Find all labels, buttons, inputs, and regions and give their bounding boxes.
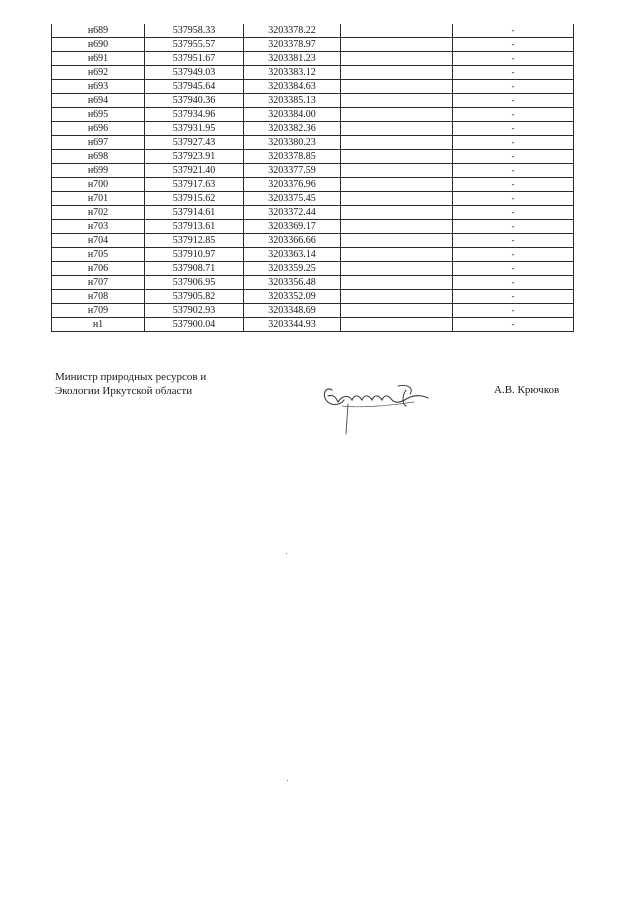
dash-cell: - [453,150,574,164]
dash-cell: - [453,248,574,262]
table-row [52,206,574,220]
table-row [52,318,574,332]
empty-cell [341,136,453,150]
y-coordinate-cell: 3203372.44 [244,206,341,220]
empty-cell [341,66,453,80]
point-name-cell: н697 [52,136,145,150]
empty-cell [341,206,453,220]
x-coordinate-cell: 537912.85 [145,234,244,248]
point-name-cell: н694 [52,94,145,108]
x-coordinate-cell: 537915.62 [145,192,244,206]
point-name-cell: н700 [52,178,145,192]
signature-title [55,370,206,398]
scan-speck [287,780,288,781]
y-coordinate-cell: 3203378.85 [244,150,341,164]
table-row [52,94,574,108]
empty-cell [341,192,453,206]
y-coordinate-cell: 3203381.23 [244,52,341,66]
x-coordinate-cell: 537917.63 [145,178,244,192]
table-row [52,150,574,164]
y-coordinate-cell: 3203356.48 [244,276,341,290]
dash-cell: - [453,164,574,178]
dash-cell: - [453,66,574,80]
table-row [52,66,574,80]
y-coordinate-cell: 3203352.09 [244,290,341,304]
y-coordinate-cell: 3203383.12 [244,66,341,80]
x-coordinate-cell: 537910.97 [145,248,244,262]
point-name-cell: н696 [52,122,145,136]
x-coordinate-cell: 537902.93 [145,304,244,318]
empty-cell [341,318,453,332]
x-coordinate-cell: 537923.91 [145,150,244,164]
dash-cell: - [453,234,574,248]
empty-cell [341,94,453,108]
y-coordinate-cell: 3203380.23 [244,136,341,150]
x-coordinate-cell: 537940.36 [145,94,244,108]
dash-cell: - [453,94,574,108]
point-name-cell: н690 [52,38,145,52]
x-coordinate-cell: 537955.57 [145,38,244,52]
dash-cell: - [453,52,574,66]
point-name-cell: н689 [52,24,145,38]
dash-cell: - [453,24,574,38]
dash-cell: - [453,122,574,136]
dash-cell: - [453,178,574,192]
empty-cell [341,122,453,136]
coordinates-table-body [52,24,574,332]
x-coordinate-cell: 537949.03 [145,66,244,80]
table-row [52,136,574,150]
dash-cell: - [453,206,574,220]
dash-cell: - [453,290,574,304]
x-coordinate-cell: 537914.61 [145,206,244,220]
empty-cell [341,150,453,164]
empty-cell [341,178,453,192]
empty-cell [341,248,453,262]
y-coordinate-cell: 3203348.69 [244,304,341,318]
coordinates-table [51,24,574,332]
table-row [52,192,574,206]
empty-cell [341,38,453,52]
point-name-cell: н704 [52,234,145,248]
y-coordinate-cell: 3203382.36 [244,122,341,136]
y-coordinate-cell: 3203377.59 [244,164,341,178]
empty-cell [341,80,453,94]
table-row [52,276,574,290]
point-name-cell: н706 [52,262,145,276]
table-row [52,164,574,178]
x-coordinate-cell: 537945.64 [145,80,244,94]
dash-cell: - [453,38,574,52]
empty-cell [341,290,453,304]
dash-cell: - [453,276,574,290]
x-coordinate-cell: 537921.40 [145,164,244,178]
point-name-cell: н709 [52,304,145,318]
point-name-cell: н703 [52,220,145,234]
dash-cell: - [453,80,574,94]
x-coordinate-cell: 537958.33 [145,24,244,38]
x-coordinate-cell: 537927.43 [145,136,244,150]
empty-cell [341,304,453,318]
dash-cell: - [453,136,574,150]
table-row [52,38,574,52]
table-row [52,262,574,276]
table-row [52,24,574,38]
point-name-cell: н701 [52,192,145,206]
y-coordinate-cell: 3203384.00 [244,108,341,122]
point-name-cell: н708 [52,290,145,304]
dash-cell: - [453,108,574,122]
signature-title-line-1: Министр природных ресурсов и [55,371,207,383]
empty-cell [341,276,453,290]
handwritten-signature [318,376,430,438]
table-row [52,234,574,248]
y-coordinate-cell: 3203359.25 [244,262,341,276]
table-row [52,122,574,136]
dash-cell: - [453,262,574,276]
x-coordinate-cell: 537908.71 [145,262,244,276]
empty-cell [341,262,453,276]
empty-cell [341,234,453,248]
empty-cell [341,164,453,178]
x-coordinate-cell: 537931.95 [145,122,244,136]
dash-cell: - [453,220,574,234]
x-coordinate-cell: 537913.61 [145,220,244,234]
point-name-cell: н705 [52,248,145,262]
scan-speck [286,553,287,554]
x-coordinate-cell: 537951.67 [145,52,244,66]
signature-title-line-2: Экологии Иркутской области [55,385,193,397]
point-name-cell: н693 [52,80,145,94]
y-coordinate-cell: 3203385.13 [244,94,341,108]
point-name-cell: н699 [52,164,145,178]
y-coordinate-cell: 3203378.97 [244,38,341,52]
point-name-cell: н695 [52,108,145,122]
empty-cell [341,24,453,38]
y-coordinate-cell: 3203366.66 [244,234,341,248]
point-name-cell: н698 [52,150,145,164]
table-row [52,220,574,234]
empty-cell [341,108,453,122]
y-coordinate-cell: 3203384.63 [244,80,341,94]
dash-cell: - [453,304,574,318]
x-coordinate-cell: 537905.82 [145,290,244,304]
y-coordinate-cell: 3203378.22 [244,24,341,38]
x-coordinate-cell: 537906.95 [145,276,244,290]
table-row [52,52,574,66]
table-row [52,304,574,318]
point-name-cell: н702 [52,206,145,220]
table-row [52,248,574,262]
empty-cell [341,220,453,234]
y-coordinate-cell: 3203369.17 [244,220,341,234]
table-row [52,290,574,304]
empty-cell [341,52,453,66]
table-row [52,108,574,122]
point-name-cell: н691 [52,52,145,66]
y-coordinate-cell: 3203363.14 [244,248,341,262]
point-name-cell: н1 [52,318,145,332]
signer-name: А.В. Крючков [494,384,560,396]
dash-cell: - [453,318,574,332]
point-name-cell: н707 [52,276,145,290]
y-coordinate-cell: 3203344.93 [244,318,341,332]
table-row [52,80,574,94]
point-name-cell: н692 [52,66,145,80]
y-coordinate-cell: 3203375.45 [244,192,341,206]
x-coordinate-cell: 537900.04 [145,318,244,332]
table-row [52,178,574,192]
y-coordinate-cell: 3203376.96 [244,178,341,192]
x-coordinate-cell: 537934.96 [145,108,244,122]
dash-cell: - [453,192,574,206]
